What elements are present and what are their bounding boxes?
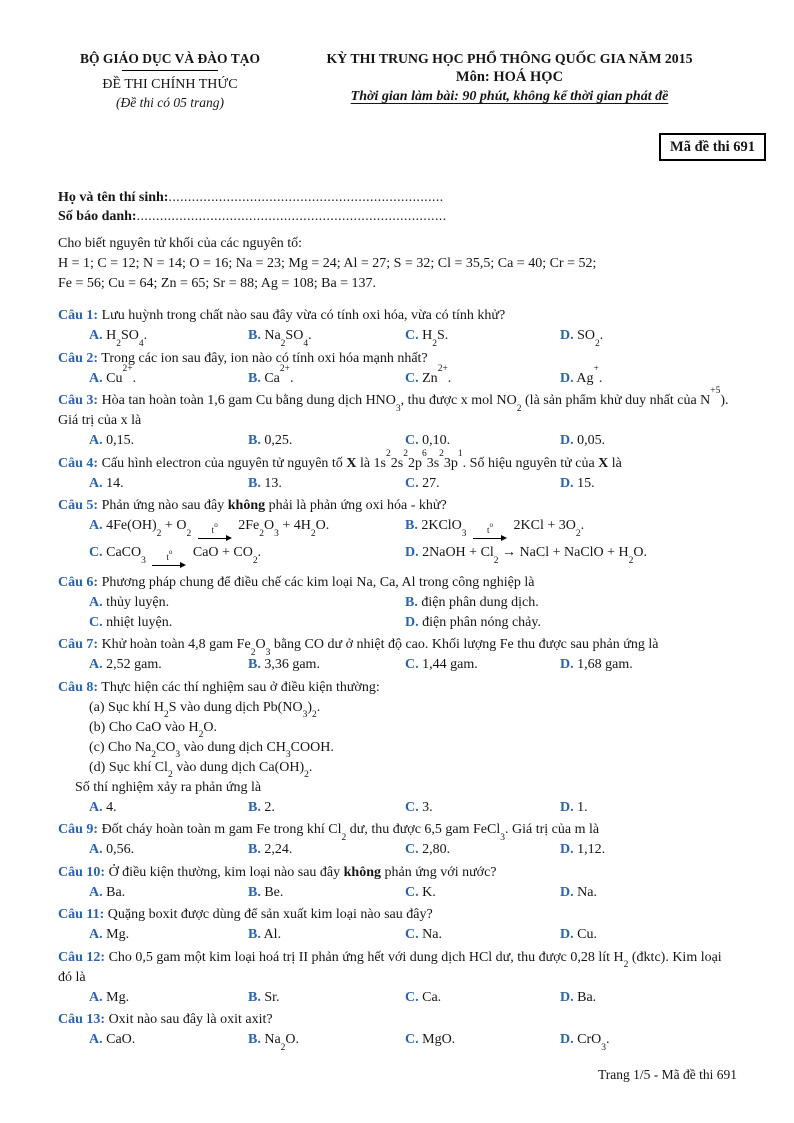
option-a — [89, 798, 117, 818]
option-letter: A. — [89, 594, 103, 610]
page-footer: Trang 1/5 - Mã đề thi 691 — [598, 1067, 737, 1082]
option-text: 15. — [573, 475, 595, 491]
option-letter: D. — [560, 799, 574, 815]
option-c — [405, 925, 442, 945]
option-text: 1,68 gam. — [573, 657, 633, 672]
option-b — [248, 798, 275, 818]
exam-code-box: Mã đề thi 691 — [659, 133, 766, 161]
question-number: Câu 8: — [58, 679, 99, 695]
option-c — [405, 798, 433, 818]
option-text: 2. — [260, 799, 275, 815]
option-letter: D. — [560, 989, 574, 1005]
option-letter: A. — [89, 475, 103, 491]
dotted-fill: ................................................................................ — [136, 207, 447, 223]
question-1 — [58, 306, 737, 349]
option-text: nhiệt luyện. — [102, 614, 173, 630]
page-count-note: (Đề thi có 05 trang) — [116, 95, 224, 110]
question-subline: (d) Sục khí $Cl_2$ vào dung dịch $Ca(OH)_2$. — [89, 759, 313, 781]
candidate-id-label: Số báo danh: — [58, 208, 137, 224]
question-stem: Đốt cháy hoàn toàn m gam Fe trong khí $Cl_2$ dư, thu được 6,5 gam FeCl$_3$. Giá trị của m là — [98, 822, 600, 843]
question-stem2: Số thí nghiệm xảy ra phản ứng là — [75, 779, 262, 795]
option-text: CrO$_3$. — [573, 1032, 610, 1053]
question-stem: Phương pháp chung để điều chế các kim loại Na, Ca, Al trong công nghiệp là — [98, 574, 535, 590]
option-d — [560, 474, 595, 494]
question-number: Câu 3: — [58, 393, 99, 408]
option-letter: A. — [89, 657, 103, 672]
option-text: Na. — [418, 927, 442, 942]
option-d — [560, 326, 604, 349]
option-letter: C. — [405, 370, 419, 386]
option-text: 1,44 gam. — [418, 657, 478, 672]
option-text: Mg. — [102, 989, 130, 1005]
option-letter: D. — [560, 884, 574, 900]
option-c — [405, 883, 436, 903]
option-text: thủy luyện. — [102, 594, 170, 610]
option-a — [89, 988, 129, 1008]
question-text — [58, 905, 737, 925]
question-10 — [58, 863, 737, 903]
option-c — [405, 363, 452, 389]
option-b — [248, 1030, 300, 1053]
option-text: K. — [418, 884, 436, 900]
options-row — [58, 363, 737, 389]
option-letter: B. — [248, 884, 261, 900]
option-text: $Na_2O$. — [260, 1032, 300, 1053]
question-text — [58, 948, 737, 988]
option-text: $Zn^{2+}$. — [418, 363, 452, 386]
option-b — [248, 925, 281, 945]
option-letter: C. — [405, 475, 419, 491]
option-c — [89, 613, 172, 633]
option-c — [89, 543, 261, 569]
option-b — [248, 840, 292, 860]
question-text — [58, 496, 737, 516]
question-5 — [58, 496, 737, 570]
options-row — [58, 988, 737, 1008]
option-letter: B. — [248, 989, 261, 1005]
exam-title: KỲ THI TRUNG HỌC PHỔ THÔNG QUỐC GIA NĂM 2015 — [326, 51, 693, 66]
option-text: 2,80. — [418, 842, 451, 857]
option-text: điện phân nóng chảy. — [418, 614, 541, 630]
option-text: Be. — [260, 884, 284, 900]
candidate-name-label: Họ và tên thí sinh: — [58, 190, 169, 205]
option-d — [560, 1030, 610, 1053]
option-d — [560, 925, 597, 945]
question-stem: Oxit nào sau đây là oxit axit? — [105, 1012, 273, 1027]
option-letter: A. — [89, 370, 103, 386]
option-letter: D. — [405, 545, 419, 560]
question-text — [58, 573, 737, 593]
ministry-underline — [122, 70, 218, 71]
option-a — [89, 593, 169, 613]
option-d — [560, 840, 605, 860]
option-text: 0,05. — [573, 433, 606, 448]
ministry-name: BỘ GIÁO DỤC VÀ ĐÀO TẠO — [80, 51, 260, 66]
option-a — [89, 655, 162, 675]
option-letter: A. — [89, 518, 103, 533]
option-text: điện phân dung dịch. — [417, 594, 539, 610]
question-13 — [58, 1010, 737, 1053]
question-number: Câu 12: — [58, 949, 106, 965]
options-row — [58, 326, 737, 349]
option-text: $H_2S$. — [418, 328, 449, 349]
option-letter: B. — [248, 799, 261, 815]
option-text: 0,25. — [260, 433, 293, 448]
question-subline: (c) Cho $Na_2CO_3$ vào dung dịch $CH_3COOH$. — [89, 739, 334, 761]
question-stem: Cho 0,5 gam một kim loại hoá trị II phản ứng hết với dung dịch HCl dư, thu được 0,28 lít $H_2$ (đktc). Kim loại đó là — [58, 949, 722, 985]
question-6 — [58, 573, 737, 633]
option-text: 1. — [573, 799, 588, 815]
options-row — [58, 798, 737, 818]
option-letter: A. — [89, 989, 103, 1005]
question-text — [58, 306, 737, 326]
official-exam-label: ĐỀ THI CHÍNH THỨC — [102, 77, 238, 92]
option-c — [405, 431, 450, 451]
option-text: 2,24. — [260, 842, 293, 857]
option-text: 2KClO$_3$ $t^o$ $2KCl + 3O_2$. — [418, 518, 584, 533]
option-letter: D. — [560, 370, 574, 386]
option-letter: D. — [560, 433, 574, 448]
option-text: Al. — [260, 927, 282, 942]
option-letter: A. — [89, 328, 103, 343]
options-row — [58, 883, 737, 903]
atomic-mass-line-2: Fe = 56; Cu = 64; Zn = 65; Sr = 88; Ag = 108; Ba = 137. — [58, 276, 377, 291]
header-right-block — [282, 50, 737, 112]
option-a — [89, 1030, 135, 1050]
option-letter: C. — [405, 657, 419, 672]
option-text: Ba. — [573, 989, 597, 1005]
question-stem: Ở điều kiện thường, kim loại nào sau đây không phản ứng với nước? — [105, 864, 497, 880]
option-c — [405, 474, 440, 494]
option-letter: B. — [248, 927, 261, 942]
option-letter: C. — [89, 614, 103, 630]
header-left-block — [58, 50, 282, 112]
option-text: 3,36 gam. — [260, 657, 320, 672]
option-letter: C. — [405, 884, 419, 900]
option-letter: B. — [248, 1032, 261, 1047]
question-stem: Lưu huỳnh trong chất nào sau đây vừa có tính oxi hóa, vừa có tính khử? — [98, 308, 506, 323]
option-letter: B. — [248, 370, 261, 386]
options-row — [58, 840, 737, 860]
option-c — [405, 840, 450, 860]
duration-text: Thời gian làm bài: 90 phút, không kể thời gian phát đề — [350, 89, 669, 104]
option-text: 0,56. — [102, 842, 135, 857]
question-stem: Thực hiện các thí nghiệm sau ở điều kiện thường: — [98, 679, 380, 695]
question-number: Câu 7: — [58, 637, 99, 652]
option-text: 3. — [418, 799, 433, 815]
options-row — [58, 431, 737, 451]
option-text: $Ca^{2+}$. — [260, 363, 294, 386]
candidate-name-line — [58, 188, 737, 207]
option-d — [560, 798, 588, 818]
option-b — [248, 431, 292, 451]
option-letter: D. — [560, 927, 574, 942]
option-d — [405, 543, 648, 566]
option-a — [89, 516, 329, 542]
question-number: Câu 6: — [58, 574, 99, 590]
question-text — [58, 635, 737, 658]
duration-line — [282, 87, 737, 107]
option-a — [89, 431, 134, 451]
option-letter: C. — [405, 433, 419, 448]
question-number: Câu 2: — [58, 350, 99, 366]
option-text: Ca. — [418, 989, 442, 1005]
question-3 — [58, 386, 737, 451]
question-stem: Trong các ion sau đây, ion nào có tính oxi hóa mạnh nhất? — [98, 350, 428, 366]
option-text: Na. — [573, 884, 597, 900]
question-text — [58, 349, 737, 369]
option-letter: C. — [405, 927, 419, 942]
options-row — [58, 613, 737, 633]
options-row — [58, 593, 737, 613]
option-letter: B. — [248, 433, 261, 448]
candidate-id-line — [58, 207, 737, 226]
options-row — [58, 1030, 737, 1053]
question-8 — [58, 678, 737, 818]
option-text: 2,52 gam. — [102, 657, 162, 672]
option-b — [248, 326, 312, 349]
option-text: $SO_2$. — [573, 328, 604, 349]
option-text: Cu. — [573, 927, 597, 942]
question-number: Câu 10: — [58, 864, 106, 880]
option-text: Ba. — [102, 884, 126, 900]
question-11 — [58, 905, 737, 945]
options-row — [58, 474, 737, 494]
question-stem: Khử hoàn toàn 4,8 gam $Fe_2O_3$ bằng CO dư ở nhiệt độ cao. Khối lượng Fe thu được sau phản ứng là — [98, 637, 659, 658]
option-text: 27. — [418, 475, 440, 491]
option-c — [405, 988, 441, 1008]
option-b — [405, 593, 539, 613]
option-text: Mg. — [102, 927, 130, 942]
option-letter: D. — [560, 328, 574, 343]
question-text — [58, 448, 737, 474]
option-text: 4. — [102, 799, 117, 815]
option-letter: B. — [248, 475, 261, 491]
option-a — [89, 925, 129, 945]
question-text — [58, 678, 737, 698]
option-letter: D. — [560, 1032, 574, 1047]
subject-line: Môn: HOÁ HỌC — [455, 69, 564, 85]
candidate-section — [58, 188, 737, 225]
option-text: $Na_2SO_4$. — [260, 328, 312, 349]
option-d — [560, 988, 596, 1008]
option-a — [89, 363, 137, 389]
option-letter: D. — [560, 842, 574, 857]
option-text: 2NaOH + $Cl_2$ → NaCl + NaClO + $H_2O$. — [418, 545, 648, 566]
options-row — [58, 925, 737, 945]
option-letter: D. — [405, 614, 419, 630]
option-letter: D. — [560, 475, 574, 491]
dotted-fill: ....................................................................... — [168, 189, 444, 204]
question-number: Câu 13: — [58, 1012, 106, 1027]
question-text — [58, 820, 737, 843]
option-text: $Cu^{2+}$. — [102, 363, 137, 386]
option-letter: A. — [89, 927, 103, 942]
option-letter: C. — [405, 799, 419, 815]
option-b — [405, 516, 584, 542]
option-d — [560, 655, 633, 675]
question-stem: Cấu hình electron của nguyên tử nguyên tố X là $1s^22s^22p^63s^23p^1$. Số hiệu nguyên tử của X là — [98, 448, 622, 471]
option-text: Ag+. — [573, 363, 603, 386]
option-letter: C. — [89, 545, 103, 560]
option-letter: A. — [89, 799, 103, 815]
question-number: Câu 5: — [58, 498, 99, 513]
question-7 — [58, 635, 737, 675]
option-letter: A. — [89, 842, 103, 857]
option-letter: B. — [248, 328, 261, 343]
question-number: Câu 1: — [58, 308, 99, 323]
question-stem: Quặng boxit được dùng để sản xuất kim loại nào sau đây? — [104, 907, 433, 922]
option-letter: B. — [405, 518, 418, 533]
question-list — [58, 306, 737, 1053]
option-letter: C. — [405, 989, 419, 1005]
option-d — [560, 431, 605, 451]
option-d — [560, 883, 597, 903]
option-letter: B. — [248, 657, 261, 672]
option-letter: D. — [560, 657, 574, 672]
atomic-mass-note — [58, 234, 737, 294]
option-letter: A. — [89, 884, 103, 900]
options-row — [58, 543, 737, 570]
question-stem: Phản ứng nào sau đây không phải là phản ứng oxi hóa - khử? — [98, 498, 447, 513]
option-text: $H_2SO_4$. — [102, 328, 148, 349]
options-row — [58, 655, 737, 675]
question-subline: (b) Cho CaO vào $H_2O$. — [89, 719, 218, 741]
option-b — [248, 988, 280, 1008]
option-b — [248, 474, 282, 494]
option-text: MgO. — [418, 1032, 456, 1047]
option-a — [89, 883, 125, 903]
option-d — [560, 363, 603, 389]
option-d — [405, 613, 541, 633]
options-row — [58, 516, 737, 543]
option-letter: C. — [405, 328, 419, 343]
option-letter: A. — [89, 1032, 103, 1047]
atomic-mass-intro: Cho biết nguyên tử khối của các nguyên tố: — [58, 236, 302, 251]
option-c — [405, 326, 449, 349]
option-text: 14. — [102, 475, 124, 491]
option-text: CaCO$_3$ $t^o$ CaO + $CO_2$. — [103, 545, 262, 560]
question-number: Câu 11: — [58, 907, 105, 922]
question-text — [58, 1010, 737, 1030]
question-number: Câu 4: — [58, 455, 99, 471]
option-c — [405, 655, 478, 675]
question-9 — [58, 820, 737, 860]
option-letter: C. — [405, 842, 419, 857]
question-subline: (a) Sục khí $H_2S$ vào dung dịch $Pb(NO_3)_2$. — [89, 699, 321, 721]
option-text: 1,12. — [573, 842, 606, 857]
question-stem: Hòa tan hoàn toàn 1,6 gam Cu bằng dung dịch $HNO_3$, thu được x mol $NO_2$ (là sản phẩm khử duy nhất của $N^{+5}$). Giá trị của x là — [58, 386, 729, 428]
option-text: Sr. — [260, 989, 280, 1005]
page-header — [58, 50, 737, 112]
question-2 — [58, 349, 737, 389]
option-text: CaO. — [102, 1032, 136, 1047]
option-b — [248, 883, 283, 903]
question-number: Câu 9: — [58, 822, 99, 837]
option-text: $4Fe(OH)_2 + O_2$ $t^o$ $2Fe_2O_3 + 4H_2O$. — [103, 518, 330, 533]
question-text — [58, 863, 737, 883]
option-b — [248, 655, 320, 675]
option-letter: A. — [89, 433, 103, 448]
question-4 — [58, 448, 737, 494]
option-a — [89, 474, 124, 494]
option-letter: B. — [405, 594, 418, 610]
option-c — [405, 1030, 455, 1050]
option-text: 0,10. — [418, 433, 451, 448]
option-text: 13. — [260, 475, 282, 491]
option-letter: B. — [248, 842, 261, 857]
atomic-mass-line-1: H = 1; C = 12; N = 14; O = 16; Na = 23; Mg = 24; Al = 27; S = 32; Cl = 35,5; Ca = 40; Cr = 52; — [58, 256, 597, 271]
option-letter: C. — [405, 1032, 419, 1047]
question-text — [58, 386, 737, 431]
option-a — [89, 326, 148, 349]
option-b — [248, 363, 294, 389]
option-a — [89, 840, 134, 860]
question-12 — [58, 948, 737, 1008]
option-text: 0,15. — [102, 433, 135, 448]
